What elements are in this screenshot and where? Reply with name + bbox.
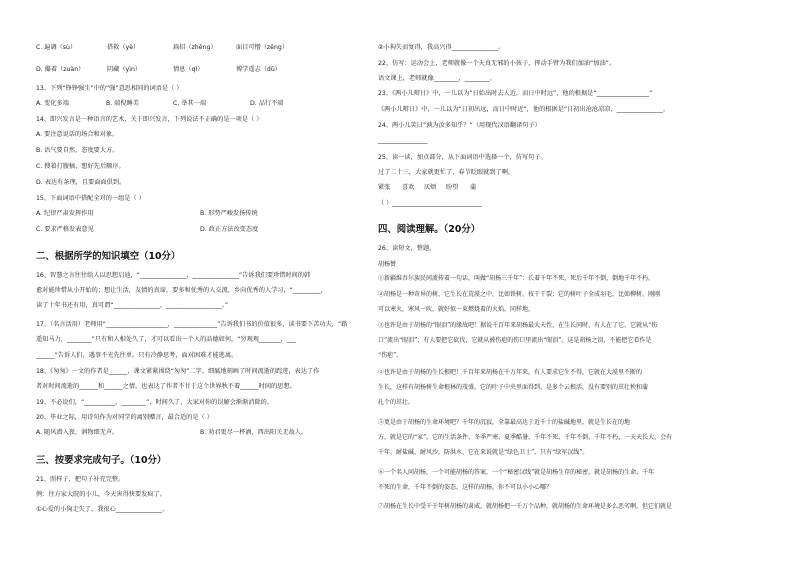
q15-option-d: D. 政正方法改变态度: [200, 226, 259, 233]
q15-option-c: C. 要求严格发表意见: [36, 226, 94, 233]
passage-para-5b: 方，就是它的“家”。它的生活条件，冬季严寒，夏季酷暑，千年不死，千年不倒，千年不朽，一天天长大，会有: [378, 434, 673, 441]
q20-option-b: B. 劝君更尽一杯酒，西出阳关无故人。: [200, 429, 308, 436]
q12-option-d3: 情息（qì）: [173, 66, 204, 73]
q21-stem: 21、照样子，把句子补充完整。: [36, 476, 125, 483]
passage-para-4a: ④也许是由于胡杨的生长根吧！千百年来胡杨在千万年来，有人要求它生不得，它就在大漠里不断的: [378, 369, 643, 376]
section-2-title: 二、根据所学的知识填空（10分）: [36, 251, 181, 262]
q21-example: 例：住方家大院的小儿，今天害得快要发疯了。: [36, 491, 166, 498]
q14-stem: 14、即兴发言是一种语言的艺术，关于即兴发言，下列说法不正确的是一项是（ ）: [36, 116, 263, 123]
q16-line-1: 16、智慧之言往往给人以思想启迪，“_______________，_______________”告诉我们要珍惜时间的韩: [36, 272, 311, 279]
passage-para-5a: ⑤更是由于胡杨的生命环境吧？千年的沉寂，全靠最高达于近千十的盐碱地里，就是生长在的地: [378, 419, 631, 426]
passage-para-3b: 口”流出“眼泪”；有人要把它砍伐，它就从被伤疤的伤口里流出“眼泪”。这是胡杨之泪，不能把它看作是: [378, 337, 652, 344]
q14-option-c: C. 搜着打腹稿，想好先后顺序。: [36, 163, 125, 170]
q18-line-1: 18、《匆匆》一文的作者是______，课文紧紧围绕“匆匆”二字，细腻地刻画了时间流逝的踪迹，表达了作: [36, 368, 320, 375]
q22-stem: 22、仿写：运动会上，老师就像一个天真无邪的小孩子，挥动手臂为我们加油“加油”。: [378, 60, 616, 67]
section-3-title: 三、按要求完成句子。（10分）: [36, 455, 167, 466]
q22-line-2: 语文课上，老师就像________，________。: [378, 75, 496, 82]
passage-para-6b: 不死的生命，千年不倒的姿态。这样的胡杨，你不可以小小心哪？: [378, 484, 553, 491]
passage-para-5c: 千年，耐盐碱，耐风沙，防洪水，它在来说就是“绿色卫士”，只有“绿军汉线”。: [378, 449, 589, 456]
q18-line-2: 者对时间流逝的______和______之情，也表达了作者不甘于这个世界秋不着______时间的思想。: [36, 383, 296, 390]
q13-option-c: C. 举其一端: [173, 100, 207, 107]
passage-para-2a: ②胡杨是一种奇异的树，它生长在荒漠之中，比如铁树，枝干干裂；它的树叶子全成羽毛，比如柳树，刚刚: [378, 291, 661, 298]
q12-option-d1: D. 攥着（zuàn）: [36, 66, 85, 73]
q13-option-b: B. 端倪睡美: [106, 100, 139, 107]
q24-stem: 24、两小儿笑曰“孰为汝多知乎？”（用现代汉语翻译句子）: [378, 122, 541, 129]
section-4-title: 四、阅读理解。（20分）: [378, 224, 481, 235]
q14-option-b: B. 语气要自然，态度要大方。: [36, 147, 119, 154]
q23-line-1: 23、《两小儿辩日》中，一儿以为“日始出时去人近，而日中时远”，他的根据是“_________________”: [378, 90, 653, 97]
q15-option-a: A. 纪律严肃发挥作用: [36, 210, 94, 217]
q20-stem: 20、毕业之际，用诗句作为对同学的离别赠言，最合适的是（ ）: [36, 414, 213, 421]
passage-para-4c: 扎个的茁壮。: [378, 399, 415, 406]
q17-line-3: ______”告诉人们，遇事不光先往单。只有冷静思考，面对困难才能逃离。: [36, 352, 238, 359]
q13-option-a: A. 变化多端: [36, 100, 69, 107]
q16-line-3: 读了十年书还有用，真可谓“_______________，__________________。”: [36, 302, 229, 309]
q23-line-2: 《两小儿辩日》中，一儿以为“日初出远，而日中时近”，他的根据是“日初出沧沧凉凉，_______________。: [378, 106, 670, 113]
passage-title: 胡杨赞: [378, 261, 397, 268]
q21-item-2: ②小狗失而复得，我高兴得_______________。: [378, 44, 505, 51]
q25-answer-blank[interactable]: （ ）_____________________________: [378, 200, 483, 207]
q12-option-d2: 阴藏（yìn）: [107, 66, 142, 73]
q17-line-1: 17、（名言活用）老师用“____________________，______________”告诉我们书的价值很多，读书要下苦功夫，“路: [36, 321, 348, 328]
q14-option-d: D. 表达有条理，且要面面俱到。: [36, 179, 126, 186]
q25-stem: 25、读一读，加点部分，从下面词语中选择一个，仿写句子。: [378, 154, 547, 161]
q25-example-line: 过了二十三，大家就更忙了，春节眨眼就到了啊。: [378, 169, 515, 176]
q17-line-2: 遥知马力，________”只有和人相处久了，才可以看出一个人的品德如何，“穷观观_______，___: [36, 336, 297, 343]
q25-word-3: 厌烦: [424, 184, 437, 191]
passage-para-3c: “伤疤”。: [378, 352, 403, 359]
q16-line-2: 愈对能珍惜从小开始的；想让生活，友情的真谛，要多和优秀的人交流，乡向优秀的人学习，“_________，: [36, 287, 327, 294]
q19: 19、不必说们，“__________，________”，时间久了，大家对你的误解会渐渐消除的。: [36, 399, 274, 406]
passage-para-6a: ⑥一个名人问胡杨，一个可能胡杨的答案，一个“秘密汉线”就是胡杨生存的秘密，就是胡杨的生命，千年: [378, 469, 655, 476]
q14-option-a: A. 要注意说话的场合和对象。: [36, 131, 119, 138]
q21-item-1: ①心爱的小狗走失了，我很心_______________。: [36, 506, 169, 513]
q13-option-d: D. 品行不端: [250, 100, 284, 107]
q12-option-c4: 面目可憎（zēng）: [236, 44, 289, 51]
q24-answer-blank[interactable]: ________________: [378, 137, 428, 144]
q12-option-d4: 博学遥志（dǔ）: [236, 66, 281, 73]
passage-para-4b: 生长，这样有胡杨树生命根林的茂盛。它的叶子中央里面得到、是多个云根活，没有要别的茁壮秧和蒲: [378, 384, 649, 391]
q15-option-b: B. 形势严峻发扬传统: [200, 210, 258, 217]
q12-option-c1: C. 遍调（sù）: [36, 44, 77, 51]
q12-option-c3: 扁招（zhēng）: [173, 44, 217, 51]
q25-word-2: 喜欢: [402, 184, 415, 191]
q25-word-5: 蒲: [470, 184, 477, 191]
q13-stem: 13、下列“铮铮强生”中的“强”意思相同的词语是（ ）: [36, 85, 183, 92]
passage-para-1: ①新疆维吾尔族民间流传着一句话，叫做“胡杨三千年”：长着千年不死，死后千年不倒，倒地千年不朽。: [378, 275, 655, 282]
passage-para-2b: 可以寒火，寒风一吹，就好似一束燃烧着的火焰。同样地，: [378, 306, 535, 313]
q15-stem: 15、下面词语中搭配全对的一组是（ ）: [36, 195, 145, 202]
q20-option-a: A. 随风潜入夜，润物细无声。: [36, 429, 119, 436]
q12-option-c2: 搭救（yè）: [107, 44, 140, 51]
passage-para-3a: ③也许是由于胡杨的“眼泪”的缘故吧！据说千百年来胡杨最大天性，在生长同时，有人在了它，它就从“伤: [378, 322, 658, 329]
q25-word-1: 紧张: [378, 184, 391, 191]
q26-stem: 26、读短文，整题。: [378, 245, 436, 252]
passage-para-7a: ⑦胡杨在生长中受千千年树胡杨的肃威，就胡杨把一千万个品种，就胡杨的生命环境是多么恶劣啊，但它们就是: [378, 503, 673, 510]
q25-word-4: 盼望: [446, 184, 459, 191]
